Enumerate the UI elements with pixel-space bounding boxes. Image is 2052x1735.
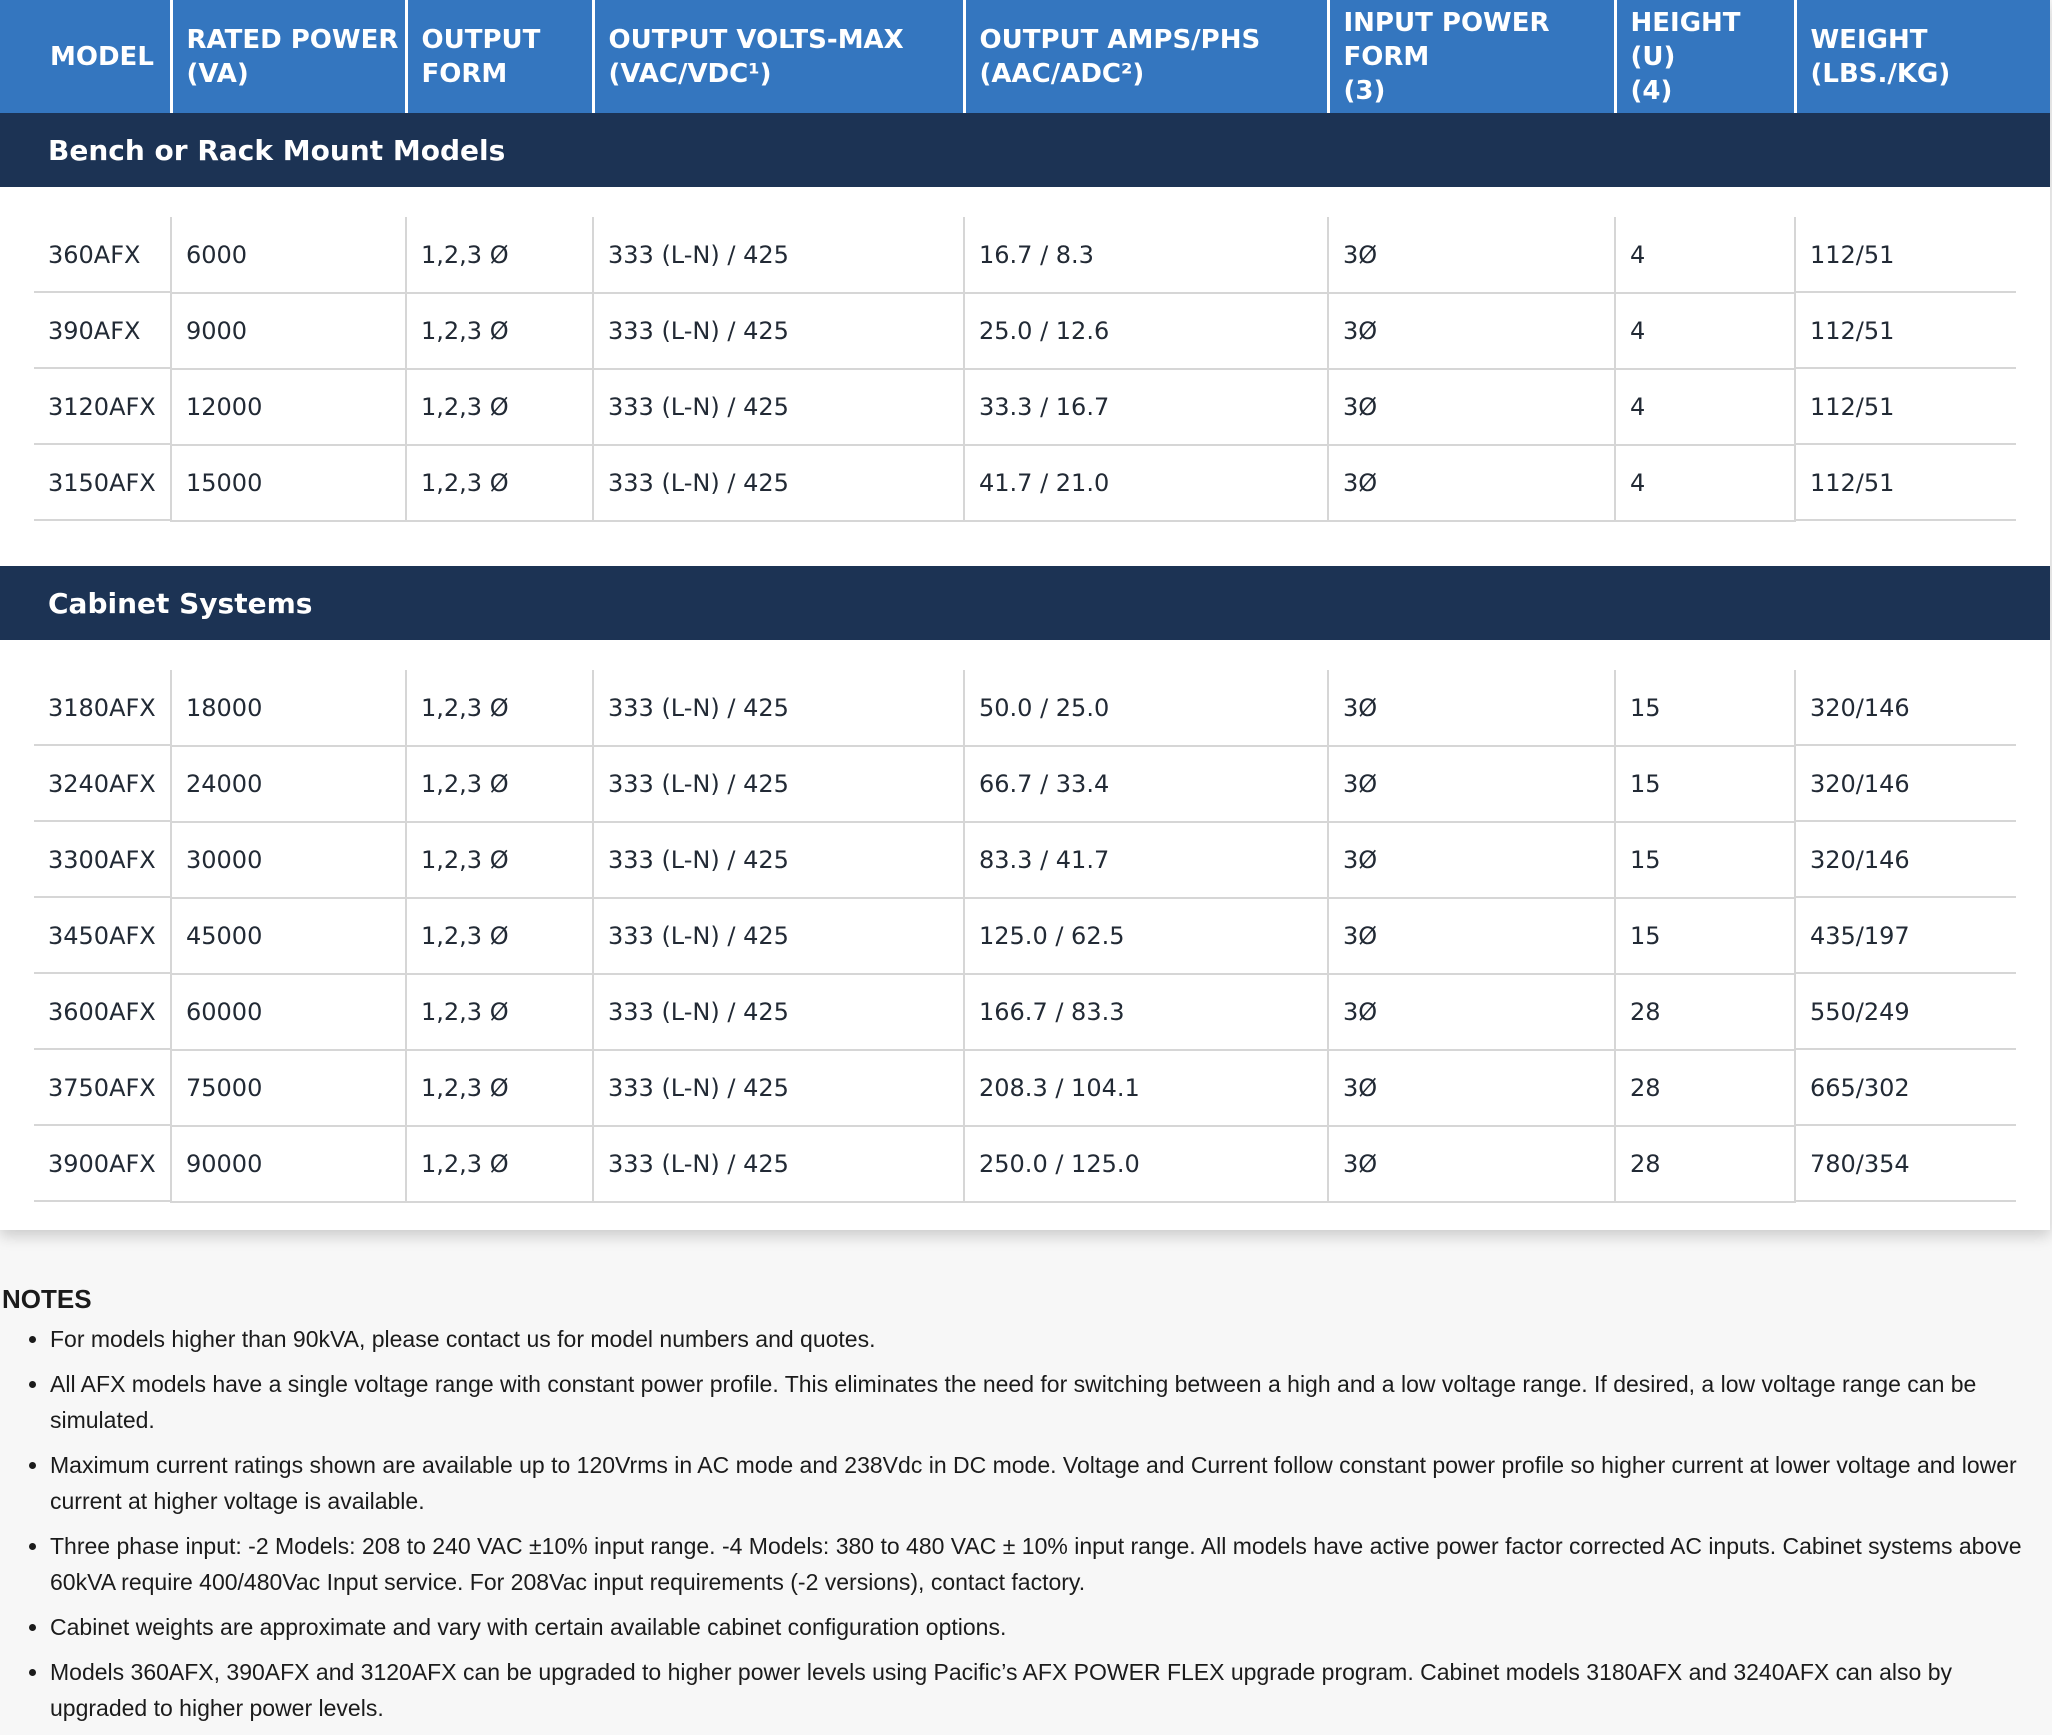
cell-model: 390AFX xyxy=(0,293,171,369)
cell-height: 15 xyxy=(1615,898,1795,974)
cell-weight: 112/51 xyxy=(1795,217,2050,293)
column-header-output-amps-phs xyxy=(964,0,1328,113)
column-header-line: MODEL xyxy=(50,41,154,72)
cell-weight: 112/51 xyxy=(1795,445,2050,521)
cell-model: 3600AFX xyxy=(0,974,171,1050)
cell-output-volts-max: 333 (L-N) / 425 xyxy=(593,670,964,746)
cell-output-form: 1,2,3 Ø xyxy=(406,898,593,974)
cell-rated-power: 9000 xyxy=(171,293,406,369)
cell-input-power-form: 3Ø xyxy=(1328,898,1615,974)
column-header-line: (LBS./KG) xyxy=(1810,58,1951,89)
cell-output-volts-max: 333 (L-N) / 425 xyxy=(593,974,964,1050)
cell-output-amps-phs: 66.7 / 33.4 xyxy=(964,746,1328,822)
table-row xyxy=(0,898,2050,974)
cell-model: 3750AFX xyxy=(0,1050,171,1126)
cell-model: 3180AFX xyxy=(0,670,171,746)
table-row xyxy=(0,1050,2050,1126)
cell-model: 3120AFX xyxy=(0,369,171,445)
cell-weight: 780/354 xyxy=(1795,1126,2050,1202)
cell-output-volts-max: 333 (L-N) / 425 xyxy=(593,445,964,521)
cell-weight: 112/51 xyxy=(1795,293,2050,369)
cell-input-power-form: 3Ø xyxy=(1328,822,1615,898)
cell-input-power-form: 3Ø xyxy=(1328,369,1615,445)
cell-rated-power: 6000 xyxy=(171,217,406,293)
cell-output-volts-max: 333 (L-N) / 425 xyxy=(593,898,964,974)
cell-output-form: 1,2,3 Ø xyxy=(406,670,593,746)
section-title: Cabinet Systems xyxy=(0,566,2050,640)
cell-rated-power: 90000 xyxy=(171,1126,406,1202)
cell-output-form: 1,2,3 Ø xyxy=(406,822,593,898)
cell-output-form: 1,2,3 Ø xyxy=(406,1050,593,1126)
cell-input-power-form: 3Ø xyxy=(1328,293,1615,369)
note-item: • Maximum current ratings shown are available up to 120Vrms in AC mode and 238Vdc in DC mode. Voltage and Current follow constant power profile so higher current at lower voltage and lower current at higher voltage is available. xyxy=(50,1447,2030,1519)
column-header-weight xyxy=(1795,0,2050,113)
cell-rated-power: 30000 xyxy=(171,822,406,898)
cell-output-amps-phs: 166.7 / 83.3 xyxy=(964,974,1328,1050)
table-row xyxy=(0,445,2050,521)
cell-height: 4 xyxy=(1615,369,1795,445)
column-header-line: INPUT POWER FORM xyxy=(1343,7,1550,72)
cell-output-form: 1,2,3 Ø xyxy=(406,974,593,1050)
section-spacer xyxy=(0,187,2050,217)
cell-output-amps-phs: 16.7 / 8.3 xyxy=(964,217,1328,293)
table-row xyxy=(0,670,2050,746)
column-header-line: OUTPUT xyxy=(421,24,541,55)
table-row xyxy=(0,217,2050,293)
cell-model: 3240AFX xyxy=(0,746,171,822)
column-header-output-form xyxy=(406,0,593,113)
cell-input-power-form: 3Ø xyxy=(1328,1126,1615,1202)
cell-rated-power: 15000 xyxy=(171,445,406,521)
cell-output-amps-phs: 125.0 / 62.5 xyxy=(964,898,1328,974)
cell-output-form: 1,2,3 Ø xyxy=(406,746,593,822)
column-header-line: HEIGHT (U) xyxy=(1630,7,1741,72)
cell-output-amps-phs: 83.3 / 41.7 xyxy=(964,822,1328,898)
cell-input-power-form: 3Ø xyxy=(1328,746,1615,822)
note-item: • Cabinet weights are approximate and vary with certain available cabinet configuration options. xyxy=(50,1609,2030,1645)
cell-height: 28 xyxy=(1615,1050,1795,1126)
cell-weight: 665/302 xyxy=(1795,1050,2050,1126)
cell-output-amps-phs: 25.0 / 12.6 xyxy=(964,293,1328,369)
cell-weight: 320/146 xyxy=(1795,746,2050,822)
column-header-line: FORM xyxy=(421,58,508,89)
cell-input-power-form: 3Ø xyxy=(1328,670,1615,746)
table-header-row xyxy=(0,0,2050,113)
cell-output-volts-max: 333 (L-N) / 425 xyxy=(593,746,964,822)
cell-output-volts-max: 333 (L-N) / 425 xyxy=(593,1050,964,1126)
section-spacer xyxy=(0,640,2050,670)
column-header-line: WEIGHT xyxy=(1810,24,1928,55)
column-header-line: (VAC/VDC¹) xyxy=(608,58,772,89)
table-row xyxy=(0,293,2050,369)
note-item: • Models 360AFX, 390AFX and 3120AFX can be upgraded to higher power levels using Pacific’s AFX POWER FLEX upgrade program. Cabinet models 3180AFX and 3240AFX can also by upgraded to higher power levels. xyxy=(50,1654,2030,1726)
cell-output-volts-max: 333 (L-N) / 425 xyxy=(593,1126,964,1202)
cell-output-amps-phs: 250.0 / 125.0 xyxy=(964,1126,1328,1202)
section-title: Bench or Rack Mount Models xyxy=(0,113,2050,187)
cell-output-volts-max: 333 (L-N) / 425 xyxy=(593,369,964,445)
cell-height: 4 xyxy=(1615,445,1795,521)
cell-rated-power: 18000 xyxy=(171,670,406,746)
table-body xyxy=(0,113,2050,1247)
table-row xyxy=(0,369,2050,445)
cell-output-volts-max: 333 (L-N) / 425 xyxy=(593,822,964,898)
cell-height: 28 xyxy=(1615,974,1795,1050)
cell-input-power-form: 3Ø xyxy=(1328,1050,1615,1126)
section-header-row xyxy=(0,566,2050,640)
table-row xyxy=(0,822,2050,898)
note-item: • All AFX models have a single voltage range with constant power profile. This eliminates the need for switching between a high and a low voltage range. If desired, a low voltage range can be simulated. xyxy=(50,1366,2030,1438)
table-row xyxy=(0,974,2050,1050)
cell-rated-power: 12000 xyxy=(171,369,406,445)
cell-height: 15 xyxy=(1615,746,1795,822)
notes-section xyxy=(0,1284,2030,1735)
table-row xyxy=(0,1126,2050,1202)
note-item: • For models higher than 90kVA, please contact us for model numbers and quotes. xyxy=(50,1321,2030,1357)
cell-output-form: 1,2,3 Ø xyxy=(406,1126,593,1202)
cell-height: 28 xyxy=(1615,1126,1795,1202)
cell-output-form: 1,2,3 Ø xyxy=(406,369,593,445)
cell-weight: 320/146 xyxy=(1795,670,2050,746)
cell-weight: 112/51 xyxy=(1795,369,2050,445)
cell-output-volts-max: 333 (L-N) / 425 xyxy=(593,217,964,293)
column-header-input-power-form xyxy=(1328,0,1615,113)
section-gap xyxy=(0,1202,2050,1247)
cell-rated-power: 45000 xyxy=(171,898,406,974)
cell-model: 3150AFX xyxy=(0,445,171,521)
column-header-line: (3) xyxy=(1343,75,1386,106)
cell-output-amps-phs: 50.0 / 25.0 xyxy=(964,670,1328,746)
cell-input-power-form: 3Ø xyxy=(1328,445,1615,521)
column-header-line: RATED POWER xyxy=(186,24,399,55)
section-gap xyxy=(0,521,2050,566)
note-item: • Three phase input: -2 Models: 208 to 240 VAC ±10% input range. -4 Models: 380 to 480 VAC ± 10% input range. All models have active power factor corrected AC inputs. Cabinet systems above 60kVA require 400/480Vac Input service. For 208Vac input requirements (-2 versions), contact factory. xyxy=(50,1528,2030,1600)
spacer-cell xyxy=(0,187,2050,217)
cell-output-volts-max: 333 (L-N) / 425 xyxy=(593,293,964,369)
cell-height: 15 xyxy=(1615,670,1795,746)
column-header-height xyxy=(1615,0,1795,113)
column-header-line: (VA) xyxy=(186,58,249,89)
cell-output-form: 1,2,3 Ø xyxy=(406,445,593,521)
cell-output-form: 1,2,3 Ø xyxy=(406,293,593,369)
column-header-line: (4) xyxy=(1630,75,1673,106)
column-header-line: (AAC/ADC²) xyxy=(979,58,1145,89)
spacer-cell xyxy=(0,640,2050,670)
column-header-rated-power xyxy=(171,0,406,113)
cell-height: 4 xyxy=(1615,293,1795,369)
notes-title: NOTES xyxy=(2,1284,92,1314)
cell-output-amps-phs: 208.3 / 104.1 xyxy=(964,1050,1328,1126)
cell-weight: 320/146 xyxy=(1795,822,2050,898)
cell-weight: 435/197 xyxy=(1795,898,2050,974)
column-header-line: OUTPUT VOLTS-MAX xyxy=(608,24,904,55)
cell-output-amps-phs: 33.3 / 16.7 xyxy=(964,369,1328,445)
cell-height: 4 xyxy=(1615,217,1795,293)
cell-model: 3900AFX xyxy=(0,1126,171,1202)
gap-cell xyxy=(0,1202,2050,1247)
section-header-row xyxy=(0,113,2050,187)
cell-weight: 550/249 xyxy=(1795,974,2050,1050)
notes-list xyxy=(0,1321,2030,1726)
cell-input-power-form: 3Ø xyxy=(1328,217,1615,293)
column-header-output-volts-max xyxy=(593,0,964,113)
cell-output-form: 1,2,3 Ø xyxy=(406,217,593,293)
cell-model: 3450AFX xyxy=(0,898,171,974)
cell-height: 15 xyxy=(1615,822,1795,898)
cell-rated-power: 60000 xyxy=(171,974,406,1050)
table-row xyxy=(0,746,2050,822)
cell-rated-power: 75000 xyxy=(171,1050,406,1126)
cell-model: 360AFX xyxy=(0,217,171,293)
cell-rated-power: 24000 xyxy=(171,746,406,822)
column-header-model xyxy=(0,0,171,113)
cell-output-amps-phs: 41.7 / 21.0 xyxy=(964,445,1328,521)
cell-model: 3300AFX xyxy=(0,822,171,898)
column-header-line: OUTPUT AMPS/PHS xyxy=(979,24,1261,55)
cell-input-power-form: 3Ø xyxy=(1328,974,1615,1050)
gap-cell xyxy=(0,521,2050,566)
